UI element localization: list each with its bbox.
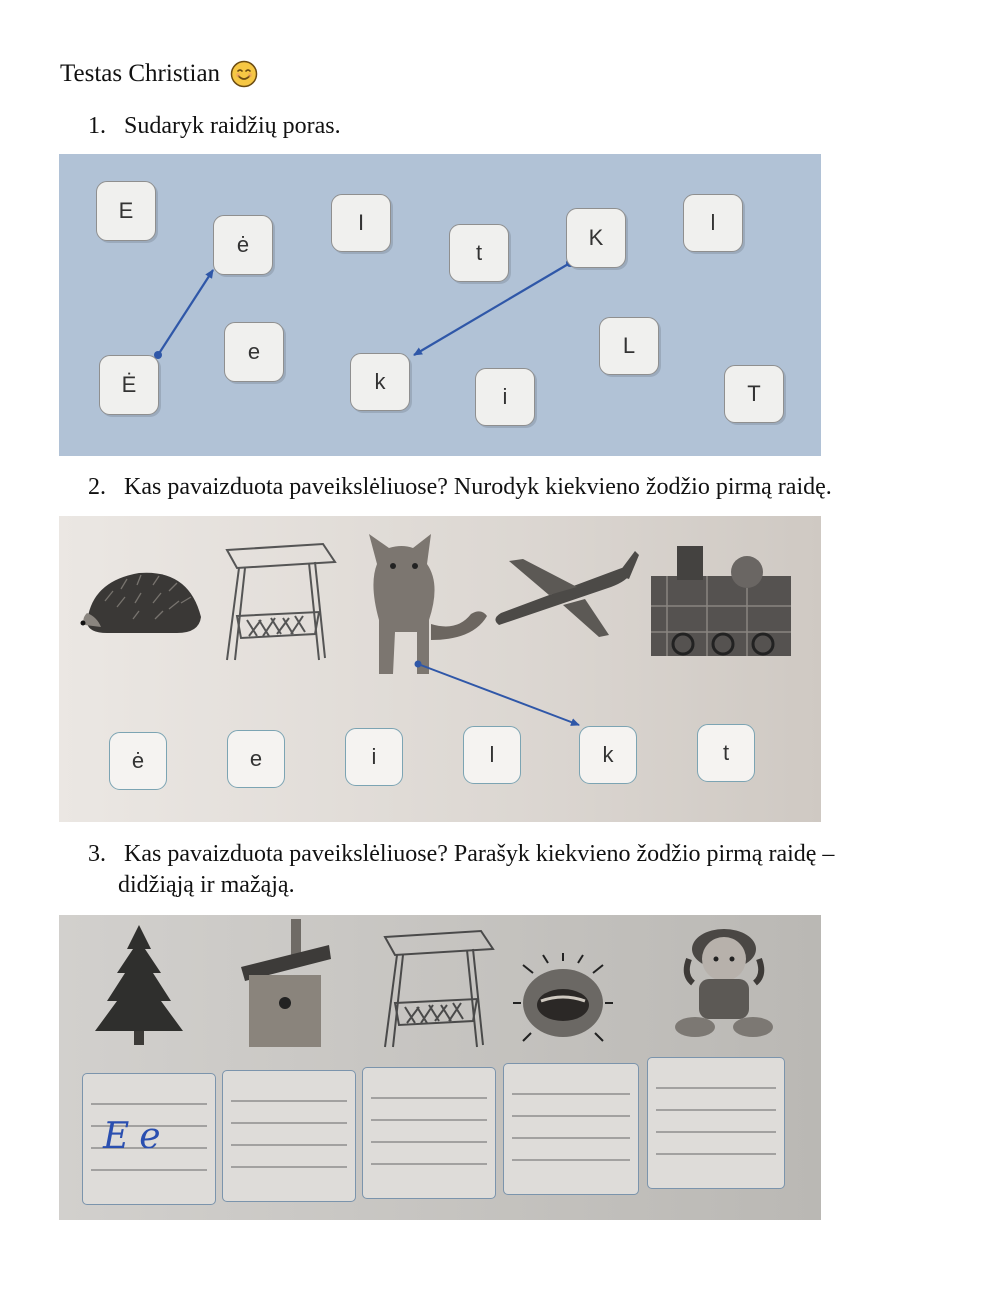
writing-lines [223, 1071, 355, 1201]
letter-tile-i[interactable]: i [475, 368, 535, 426]
letter-tile-I[interactable]: I [331, 194, 391, 252]
writing-lines [363, 1068, 495, 1198]
task-number: 2. [88, 474, 106, 500]
letter-tile-l[interactable]: l [683, 194, 743, 252]
birdhouse-icon [235, 919, 335, 1049]
chestnut-icon [513, 953, 613, 1043]
page-title [60, 60, 258, 88]
task-number: 3. [88, 841, 106, 867]
letter-tile-e[interactable]: e [224, 322, 284, 382]
task-1-heading [88, 111, 341, 142]
task-text-line-1: Kas pavaizduota paveikslėliuose? Parašyk kiekvieno žodžio pirmą raidę – [124, 841, 835, 867]
letter-tile-e[interactable]: e [227, 730, 285, 788]
letter-tile-L[interactable]: L [599, 317, 659, 375]
letter-tile-E-dot[interactable]: Ė [99, 355, 159, 415]
task-text: Sudaryk raidžių poras. [124, 113, 341, 139]
task-3-panel [59, 915, 821, 1220]
letter-tile-E[interactable]: E [96, 181, 156, 241]
answer-box-2[interactable] [222, 1070, 356, 1202]
answer-box-3[interactable] [362, 1067, 496, 1199]
task-2-heading [88, 472, 832, 503]
letter-tile-i[interactable]: i [345, 728, 403, 786]
answer-box-4[interactable] [503, 1063, 639, 1195]
task-1-panel [59, 154, 821, 456]
feeder-icon [377, 925, 497, 1050]
doll-icon [669, 919, 779, 1039]
letter-tile-e-dot[interactable]: ė [213, 215, 273, 275]
smiling-face-icon [230, 60, 258, 88]
letter-tile-K[interactable]: K [566, 208, 626, 268]
letter-tile-k[interactable]: k [350, 353, 410, 411]
spruce-icon [89, 923, 189, 1053]
writing-lines [648, 1058, 784, 1188]
writing-lines [83, 1074, 215, 1204]
letter-tile-T[interactable]: T [724, 365, 784, 423]
answer-box-5[interactable] [647, 1057, 785, 1189]
title-text: Testas Christian [60, 60, 221, 87]
task-text-line-2: didžiąją ir mažąją. [118, 872, 295, 898]
letter-tile-e-dot[interactable]: ė [109, 732, 167, 790]
task-2-panel [59, 516, 821, 822]
letter-tile-t[interactable]: t [697, 724, 755, 782]
letter-tile-l[interactable]: l [463, 726, 521, 784]
task-3-heading [88, 839, 834, 901]
writing-lines [504, 1064, 638, 1194]
letter-tile-k[interactable]: k [579, 726, 637, 784]
task-number: 1. [88, 113, 106, 139]
handwritten-answer[interactable]: Ee [103, 1116, 171, 1157]
answer-box-1[interactable] [82, 1073, 216, 1205]
task-text: Kas pavaizduota paveikslėliuose? Nurodyk kiekvieno žodžio pirmą raidę. [124, 474, 832, 500]
letter-tile-t[interactable]: t [449, 224, 509, 282]
